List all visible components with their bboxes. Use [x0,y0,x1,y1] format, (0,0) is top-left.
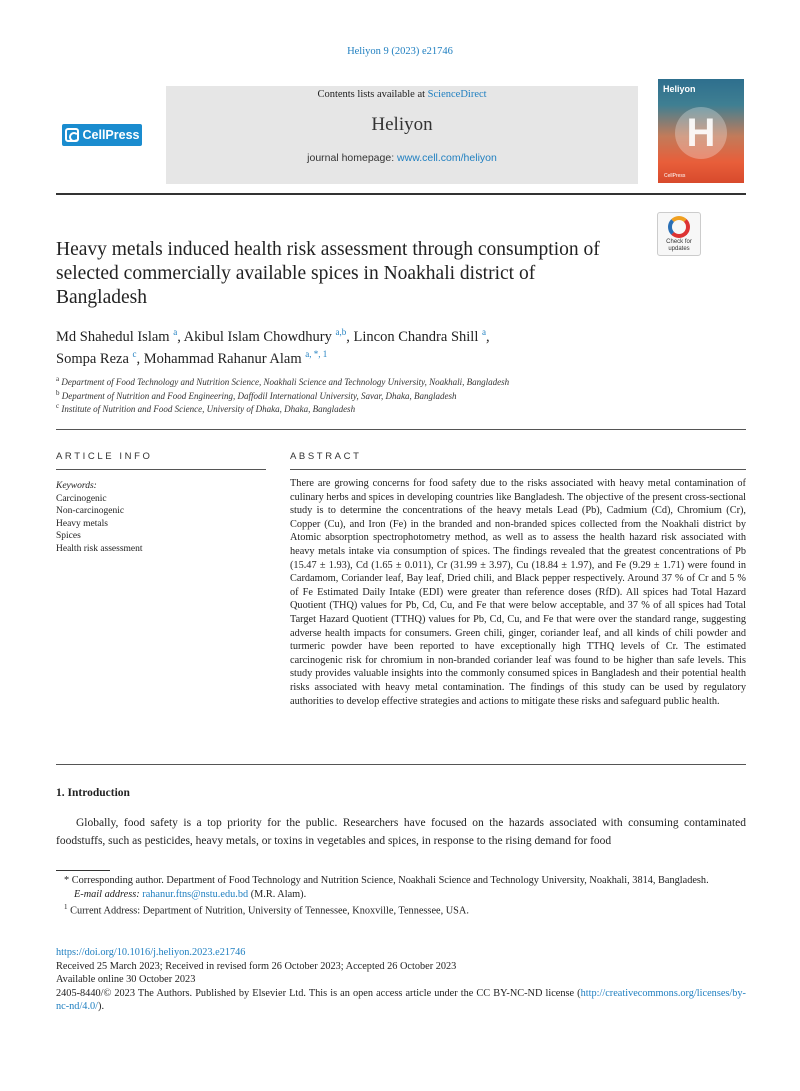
abstract-bottom-divider [56,764,746,765]
sciencedirect-link[interactable]: ScienceDirect [427,89,487,100]
cellpress-badge [62,124,142,146]
check-updates-icon [668,216,690,238]
current-address-footnote: $^1$ Current Address: Department of Nutrition, University of Tennessee, Knoxville, Tennessee, USA. [64,903,469,917]
affiliation-item: $^c$ Institute of Nutrition and Food Science, University of Dhaka, Dhaka, Bangladesh [56,402,356,414]
author-name[interactable]: Sompa Reza [56,351,129,367]
contents-line [166,89,638,100]
keywords-label: Keywords: [56,481,97,491]
homepage-prefix: journal homepage: [307,152,398,164]
affiliation-divider [56,429,746,430]
journal-info-box [166,86,638,184]
footnote-divider [56,870,110,871]
cellpress-mark-icon [65,128,79,142]
author-affiliation-link[interactable]: a [173,327,178,338]
author-name[interactable]: Akibul Islam Chowdhury [183,329,332,345]
email-link[interactable]: rahanur.ftns@nstu.edu.bd [142,888,249,900]
article-title: Heavy metals induced health risk assessment through consumption of selected commercially available spices in Noakhali district of Bangladesh [56,239,600,308]
keyword-item[interactable]: Spices [56,531,81,541]
keywords-block [56,480,266,555]
journal-cover-image[interactable] [658,79,744,183]
keyword-item[interactable]: Health risk assessment [56,543,143,554]
author-list: Md Shahedul Islam $^a$, Akibul Islam Chowdhury $^{a,b}$, Lincon Chandra Shill $^a$, Sompa Reza $^c$, Mohammad Rahanur Alam $^{a, *, 1}$ [56,327,490,367]
contents-prefix: Contents lists available at [317,89,428,100]
article-metadata [56,946,746,1014]
affiliation-item: $^b$ Department of Nutrition and Food Engineering, Daffodil International University, Savar, Dhaka, Bangladesh [56,388,457,401]
check-updates-label: Check for updates [666,239,692,252]
cover-footer: CellPress [664,173,686,179]
affiliation-item: $^a$ Department of Food Technology and Nutrition Science, Noakhali Science and Technology University, Noakhali, Bangladesh [56,375,510,387]
introduction-heading: 1. Introduction [56,787,130,799]
license-statement: 2405-8440/© 2023 The Authors. Published by Elsevier Ltd. This is an open access article under the CC BY-NC-ND license (http://creativecommons.org/licenses/by-nc-nd/4.0/). [56,987,746,1013]
author-name[interactable]: Md Shahedul Islam [56,329,170,345]
cover-h-logo-icon: H [686,110,716,155]
author-affiliation-link[interactable]: a [481,327,486,338]
history-dates: Received 25 March 2023; Received in revised form 26 October 2023; Accepted 26 October 2023 [56,960,457,972]
email-footnote: E-mail address: rahanur.ftns@nstu.edu.bd (M.R. Alam). [74,888,307,900]
online-date: Available online 30 October 2023 [56,974,196,986]
abstract-heading: ABSTRACT [290,451,362,462]
abstract-divider [290,469,746,470]
author-affiliation-link[interactable]: a, *, 1 [305,349,328,360]
corresponding-author-footnote: * Corresponding author. Department of Food Technology and Nutrition Science, Noakhali Science and Technology University, Noakhali, 3814, Bangladesh. [64,875,709,886]
homepage-line [166,152,638,164]
journal-name: Heliyon [371,114,433,135]
license-link[interactable]: http://creativecommons.org/licenses/by-nc-nd/4.0/ [56,987,746,1013]
journal-homepage-link[interactable]: www.cell.com/heliyon [397,152,497,164]
journal-header [56,86,746,188]
doi-link[interactable]: https://doi.org/10.1016/j.heliyon.2023.e21746 [56,947,246,958]
header-divider [56,193,746,195]
keyword-item[interactable]: Carcinogenic [56,493,107,504]
cover-title: Heliyon [663,84,696,94]
abstract-text: There are growing concerns for food safety due to the risks associated with heavy metal contamination of culinary herbs and spices in developing countries like Bangladesh. The objective of the present cross-sectional study is to determine the concentrations of the heavy metals Lead (Pb), Cadmium (Cd), Chromium (Cr), Copper (Cu), and Iron (Fe) in the branded and non-branded spices collected from the Noakhali district by Atomic absorption spectrophotometry method, as well as to assess the health hazard risk associated with heavy metals intake via consumption of spices. The findings revealed that the greatest concentrations of Pb (15.47 ± 1.93), Cd (1.65 ± 0.011), Cr (31.99 ± 3.97), Cu (18.84 ± 1.97), and Fe (9.29 ± 1.71) were found in Cardamom, Coriander leaf, Bay leaf, Dried chili, and Black pepper respectively. Around 37 % of Cr and 5 % of Fe Estimated Daily Intake (EDI) were greater than reference doses (RfD). All spices had Total Hazard Quotient (THQ) values for Pb, Cd, Cu, and Fe that were below acceptable, and 37 % of all spices had Total Target Hazard Quotient (TTHQ) values for Pb, Cd, Cu, and Fe that were over the standard range, suggesting adverse health impacts for consumers. Green chili, ginger, coriander leaf, and all kinds of chili powder and turmeric powder have been reported to have exceptionally high TTHQ levels of Cr. The estimated carcinogenic risk for chromium in non-branded coriander leaf was found to be higher than safe levels. This study provides valuable insights into the commonly consumed spices in Bangladesh and their potential health risks associated with heavy metal contamination. The findings of this study can be used by regulatory authorities to develop effective strategies and actions to mitigate these risks and safeguard public health. [290,478,746,707]
check-for-updates-button[interactable] [657,212,701,256]
journal-reference[interactable]: Heliyon 9 (2023) e21746 [347,46,453,57]
cellpress-logo-text: CellPress [82,128,140,142]
introduction-text: Globally, food safety is a top priority for the public. Researchers have focused on the hazards associated with consuming contaminated foodstuffs, such as pesticides, heavy metals, or toxins in vegetables and spices, in response to the rising demand for food [56,817,746,847]
affiliation-list [56,376,746,417]
cellpress-logo[interactable] [56,86,146,184]
author-affiliation-link[interactable]: a,b [335,327,347,338]
author-name[interactable]: Lincon Chandra Shill [353,329,479,345]
footnotes [56,874,746,918]
keyword-item[interactable]: Heavy metals [56,518,108,529]
article-info-divider [56,469,266,470]
author-name[interactable]: Mohammad Rahanur Alam [143,351,302,367]
author-affiliation-link[interactable]: c [132,349,137,360]
keyword-item[interactable]: Non-carcinogenic [56,506,125,516]
article-info-heading: ARTICLE INFO [56,451,153,462]
